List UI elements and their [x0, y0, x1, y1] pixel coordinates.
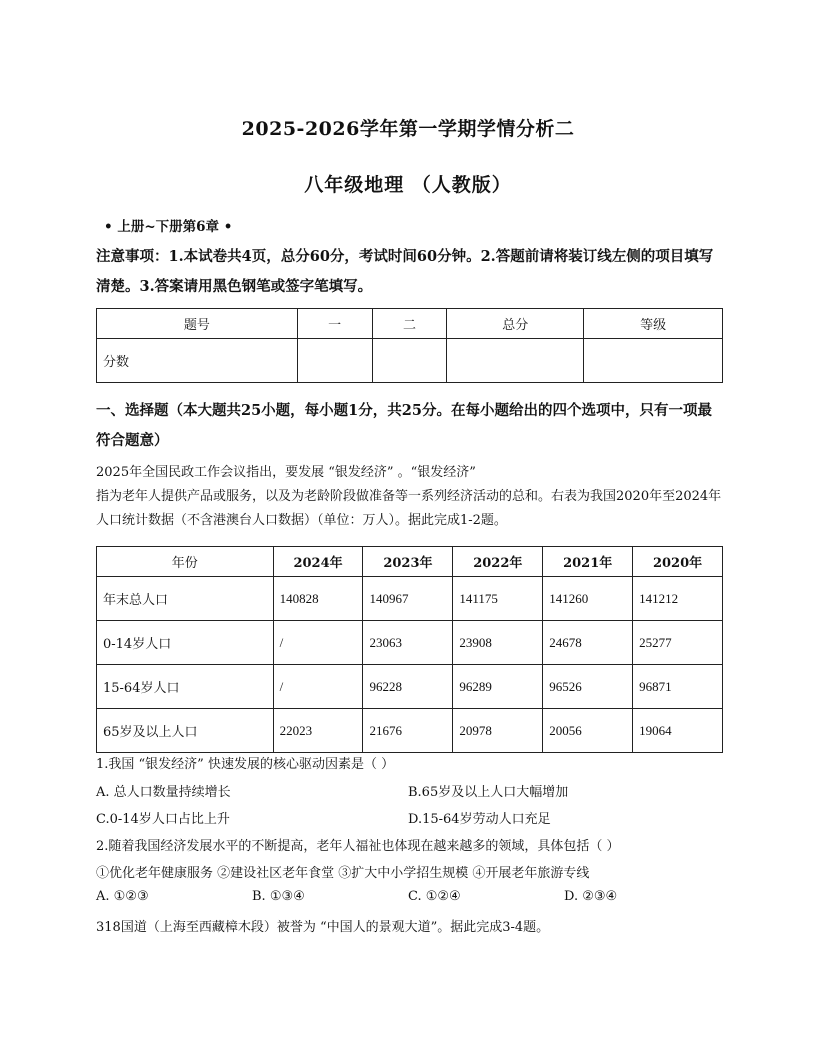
material-intro: [96, 461, 724, 533]
population-cell: 141260: [543, 577, 633, 621]
population-header-cell: 2022年: [453, 547, 543, 577]
population-header-cell: 2023年: [363, 547, 453, 577]
population-row-label: 65岁及以上人口: [97, 709, 274, 753]
exam-title: 2025-2026学年第一学期学情分析二: [241, 118, 575, 140]
population-row-label: 年末总人口: [97, 577, 274, 621]
intro-line: 指为老年人提供产品或服务，以及为老龄阶段做准备等一系列经济活动的总和。右表为我国2020年至2024年人口统计数据（不含港澳台人口数据）（单位：万人）。据此完成1-2题。: [96, 489, 722, 528]
population-header-row: [97, 547, 723, 577]
question-2-stem: 2.随着我国经济发展水平的不断提高，老年人福祉也体现在越来越多的领域，具体包括（ ）: [96, 839, 620, 854]
score-header-cell: 二: [372, 309, 447, 339]
question-1-option-a[interactable]: A. 总人口数量持续增长: [96, 785, 231, 800]
population-cell: /: [273, 621, 363, 665]
population-cell: 140828: [273, 577, 363, 621]
population-cell: 21676: [363, 709, 453, 753]
population-cell: /: [273, 665, 363, 709]
population-cell: 141212: [633, 577, 723, 621]
score-entry-cell[interactable]: [297, 339, 372, 383]
question-1-option-d[interactable]: D.15-64岁劳动人口充足: [408, 812, 551, 827]
population-header-cell: 2021年: [543, 547, 633, 577]
question-2-option-b[interactable]: B. ①③④: [252, 889, 305, 904]
question-2-items: ①优化老年健康服务 ②建设社区老年食堂 ③扩大中小学招生规模 ④开展老年旅游专线: [96, 866, 590, 881]
population-cell: 22023: [273, 709, 363, 753]
population-cell: 141175: [453, 577, 543, 621]
score-table-header-row: [97, 309, 723, 339]
question-2-option-d[interactable]: D. ②③④: [564, 889, 618, 904]
exam-scope: • 上册~下册第6章 •: [104, 219, 233, 235]
population-cell: 25277: [633, 621, 723, 665]
score-entry-cell[interactable]: [584, 339, 723, 383]
population-cell: 23063: [363, 621, 453, 665]
score-entry-cell[interactable]: [447, 339, 584, 383]
population-header-cell: 2024年: [273, 547, 363, 577]
exam-notice: 注意事项：1.本试卷共4页，总分60分，考试时间60分钟。2.答题前请将装订线左侧的项目填写清楚。3.答案请用黑色钢笔或签字笔填写。: [96, 248, 714, 295]
population-cell: 20978: [453, 709, 543, 753]
score-row-label: 分数: [97, 339, 298, 383]
exam-subtitle: 八年级地理 （人教版）: [304, 174, 512, 196]
population-cell: 96228: [363, 665, 453, 709]
population-cell: 20056: [543, 709, 633, 753]
population-row: [97, 621, 723, 665]
population-cell: 96289: [453, 665, 543, 709]
question-2-option-c[interactable]: C. ①②④: [408, 889, 461, 904]
population-cell: 24678: [543, 621, 633, 665]
population-header-cell: 年份: [97, 547, 274, 577]
population-row: [97, 577, 723, 621]
score-entry-cell[interactable]: [372, 339, 447, 383]
population-row-label: 0-14岁人口: [97, 621, 274, 665]
population-cell: 23908: [453, 621, 543, 665]
population-row-label: 15-64岁人口: [97, 665, 274, 709]
section-heading: 一、选择题（本大题共25小题，每小题1分，共25分。在每小题给出的四个选项中，只有一项最符合题意）: [96, 402, 712, 449]
question-2-option-a[interactable]: A. ①②③: [96, 889, 149, 904]
population-header-cell: 2020年: [633, 547, 723, 577]
intro-line: 2025年全国民政工作会议指出，要发展 “银发经济” 。“银发经济”: [96, 465, 476, 480]
score-header-cell: 题号: [97, 309, 298, 339]
score-header-cell: 等级: [584, 309, 723, 339]
question-3-intro: 318国道（上海至西藏樟木段）被誉为 “中国人的景观大道”。据此完成3-4题。: [96, 920, 550, 935]
population-row: [97, 709, 723, 753]
population-cell: 140967: [363, 577, 453, 621]
population-row: [97, 665, 723, 709]
score-header-cell: 总分: [447, 309, 584, 339]
score-table: [96, 308, 723, 383]
question-1-option-c[interactable]: C.0-14岁人口占比上升: [96, 812, 230, 827]
population-table: [96, 546, 723, 753]
population-cell: 19064: [633, 709, 723, 753]
population-cell: 96526: [543, 665, 633, 709]
question-1-stem: 1.我国 “银发经济” 快速发展的核心驱动因素是（ ）: [96, 757, 395, 772]
score-header-cell: 一: [297, 309, 372, 339]
question-1-option-b[interactable]: B.65岁及以上人口大幅增加: [408, 785, 569, 800]
score-table-row: [97, 339, 723, 383]
population-cell: 96871: [633, 665, 723, 709]
